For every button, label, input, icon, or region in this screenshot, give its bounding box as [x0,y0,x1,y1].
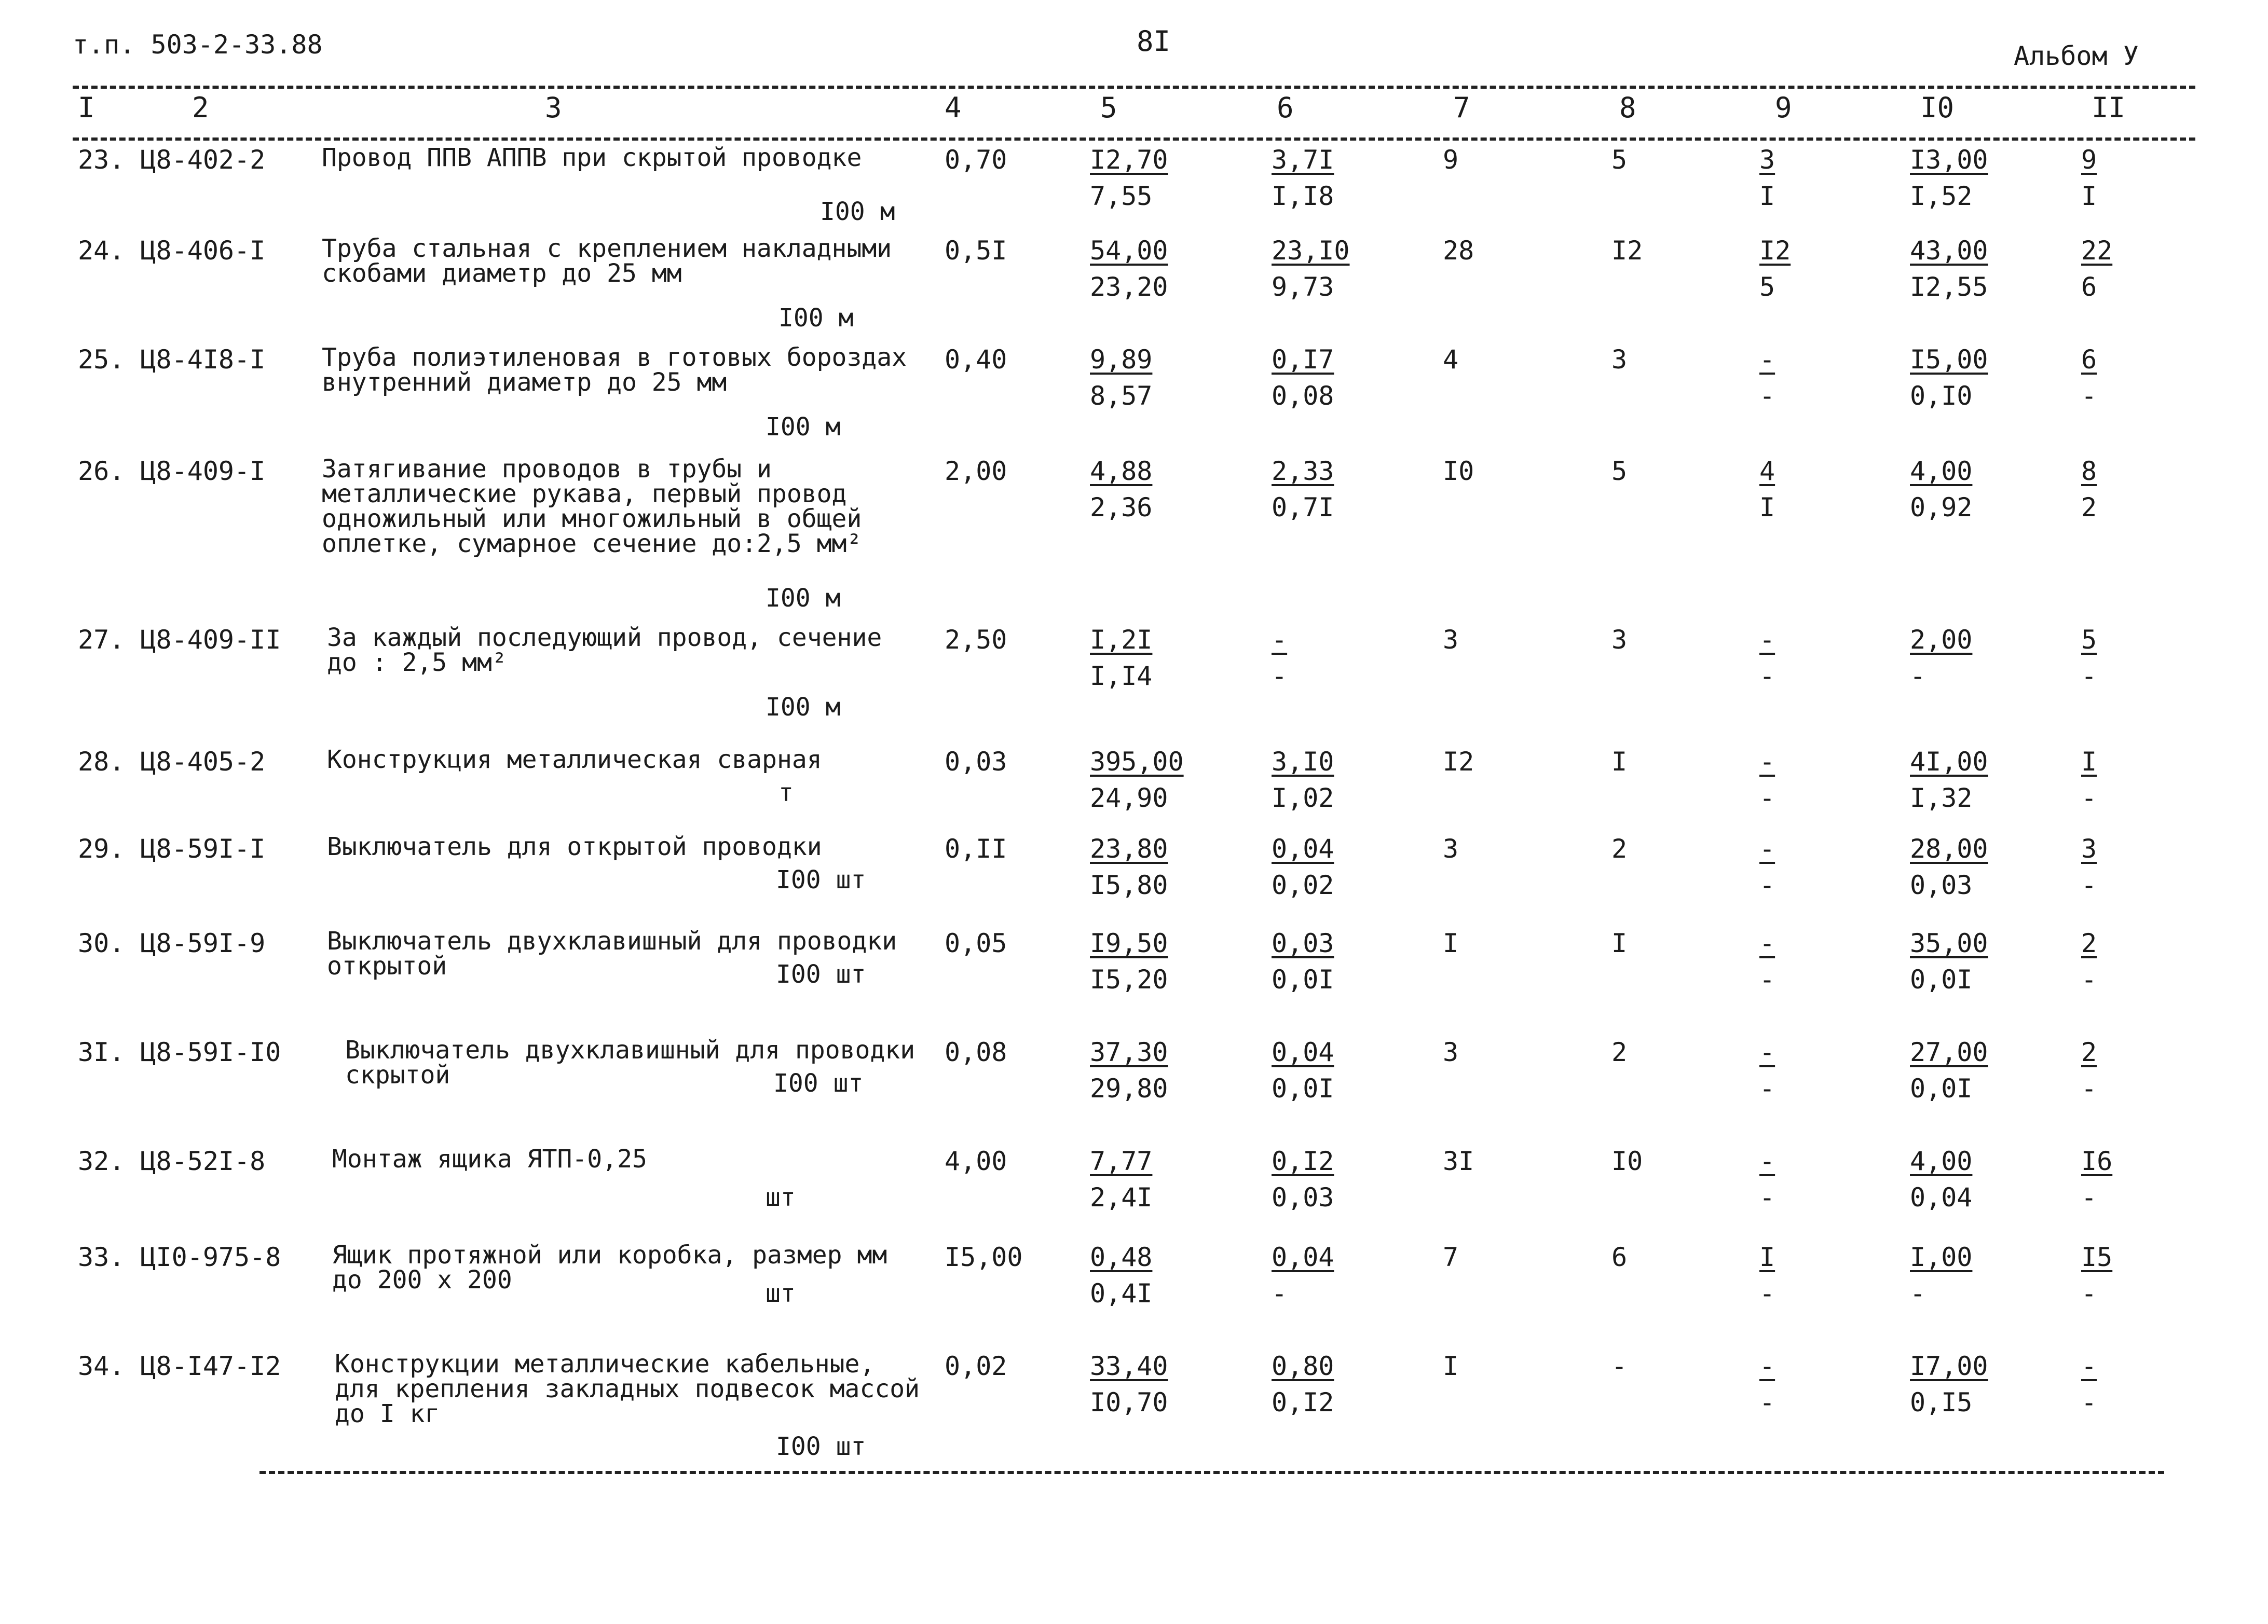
col7-value: 3 [1443,834,1459,864]
measure-unit: I00 шт [776,1432,866,1461]
col10-value-upper: 28,00 [1910,834,1988,864]
measure-unit: I00 шт [776,960,866,989]
col6-value-lower: - [1272,1278,1288,1309]
measure-unit: I00 шт [773,1069,864,1098]
col5-value-upper: 23,80 [1090,834,1168,864]
col9-value-lower: - [1759,870,1775,900]
col5-value [1090,747,1184,813]
col9-value [1759,625,1791,691]
col11-value-upper: 9 [2081,145,2097,175]
measure-unit: I00 м [766,693,841,722]
col11-value [2081,929,2112,994]
column-number: 3 [545,91,562,124]
col9-value [1759,345,1791,410]
quantity-value: I5,00 [945,1242,1023,1272]
col9-value [1759,145,1791,211]
col9-value [1759,1352,1791,1417]
col6-value [1272,834,1334,900]
col6-value-lower: 0,03 [1272,1182,1334,1213]
col11-value-upper: 2 [2081,928,2097,958]
work-description: Монтаж ящика ЯТП-0,25 [332,1145,647,1174]
col8-value: I0 [1611,1146,1643,1176]
col5-value-upper: 0,48 [1090,1242,1153,1272]
col5-value [1090,625,1152,691]
col9-value-upper: - [1759,747,1775,777]
col11-value-lower: 6 [2081,272,2097,302]
col5-value [1090,834,1168,900]
col6-value-lower: 9,73 [1272,272,1334,302]
col10-value-lower: I2,55 [1910,272,1988,302]
col11-value [2081,834,2112,900]
col9-value-lower: I [1759,181,1775,211]
col6-value-upper: - [1272,625,1288,655]
col5-value [1090,145,1168,211]
col10-value-lower: - [1910,1278,1926,1309]
col10-value-upper: 35,00 [1910,928,1988,958]
rate-code: 3I. Ц8-59I-I0 [78,1037,281,1067]
col5-value-upper: I9,50 [1090,928,1168,958]
col5-value-upper: 395,00 [1090,747,1184,777]
col9-value [1759,1243,1791,1308]
column-number: 5 [1100,91,1117,124]
col11-value-upper: I6 [2081,1146,2113,1176]
col5-value-lower: I,I4 [1090,661,1153,691]
col8-value: 5 [1611,145,1628,175]
col6-value-upper: 3,7I [1272,145,1334,175]
col10-value [1910,929,1988,994]
col6-value-lower: I,02 [1272,783,1334,813]
col6-value [1272,625,1303,691]
col6-value [1272,929,1334,994]
column-number: 7 [1453,91,1470,124]
column-number: 8 [1619,91,1636,124]
col9-value-upper: - [1759,1146,1775,1176]
col6-value-lower: 0,I2 [1272,1387,1334,1417]
col5-value [1090,1038,1168,1103]
rate-code: 25. Ц8-4I8-I [78,345,266,375]
col11-value [2081,1147,2112,1212]
col5-value-upper: 33,40 [1090,1351,1168,1381]
col10-value-upper: I7,00 [1910,1351,1988,1381]
col10-value [1910,145,1988,211]
rate-code: 23. Ц8-402-2 [78,145,266,175]
work-description: Выключатель двухклавишный для проводки открытой [327,927,897,981]
col5-value-lower: I5,80 [1090,870,1168,900]
col6-value-upper: 0,04 [1272,1037,1334,1067]
col6-value [1272,747,1334,813]
col10-value [1910,457,1972,522]
col11-value-lower: - [2081,381,2097,411]
col10-value-lower: 0,03 [1910,870,1973,900]
col11-value [2081,236,2112,301]
quantity-value: 0,II [945,834,1007,864]
document-code: т.п. 503-2-33.88 [73,30,323,60]
col6-value-upper: 23,I0 [1272,236,1350,266]
col11-value [2081,1038,2112,1103]
col8-value: 2 [1611,834,1628,864]
column-number: 9 [1775,91,1792,124]
rate-code: 24. Ц8-406-I [78,236,266,266]
col5-value-upper: I2,70 [1090,145,1168,175]
col10-value-lower: - [1910,661,1926,691]
col9-value-upper: - [1759,1037,1775,1067]
col9-value-upper: I2 [1759,236,1791,266]
col11-value-upper: - [2081,1351,2097,1381]
col6-value-lower: 0,7I [1272,492,1334,522]
work-description: За каждый последующий провод, сечение до : 2,5 мм² [327,623,882,677]
measure-unit: I00 м [820,197,895,226]
col10-value-lower: 0,04 [1910,1182,1973,1213]
col11-value-lower: 2 [2081,492,2097,522]
col10-value-lower: 0,0I [1910,1074,1973,1104]
quantity-value: 0,03 [945,747,1007,777]
rate-code: 32. Ц8-52I-8 [78,1146,266,1176]
col6-value [1272,1038,1334,1103]
col9-value-lower: I [1759,492,1775,522]
col9-value-lower: - [1759,965,1775,995]
header-rule-bottom [73,137,2195,141]
col9-value [1759,1038,1791,1103]
col5-value-lower: 29,80 [1090,1074,1168,1104]
col10-value-upper: I3,00 [1910,145,1988,175]
col10-value-upper: I5,00 [1910,345,1988,375]
col10-value-lower: 0,I5 [1910,1387,1973,1417]
col9-value-lower: - [1759,783,1775,813]
col7-value: I [1443,1351,1459,1381]
col11-value-lower: - [2081,965,2097,995]
col5-value-upper: 7,77 [1090,1146,1153,1176]
work-description: Выключатель двухклавишный для проводки скрытой [345,1036,916,1090]
album-label: Альбом У [2014,41,2139,71]
col6-value [1272,236,1350,301]
col5-value [1090,1352,1168,1417]
col5-value-lower: 7,55 [1090,181,1153,211]
col10-value [1910,345,1988,410]
col9-value [1759,457,1791,522]
col5-value-lower: 0,4I [1090,1278,1153,1309]
col7-value: 9 [1443,145,1459,175]
col11-value [2081,457,2112,522]
col5-value-lower: I0,70 [1090,1387,1168,1417]
column-number: I0 [1920,91,1955,124]
col8-value: 2 [1611,1037,1628,1067]
col6-value-lower: 0,0I [1272,965,1334,995]
col10-value-upper: 2,00 [1910,625,1973,655]
col9-value-upper: - [1759,928,1775,958]
col11-value [2081,1243,2112,1308]
col5-value [1090,1243,1152,1308]
rate-code: 26. Ц8-409-I [78,456,266,486]
col9-value-upper: - [1759,625,1775,655]
col10-value-upper: I,00 [1910,1242,1973,1272]
rate-code: 34. Ц8-I47-I2 [78,1351,281,1381]
work-description: Ящик протяжной или коробка, размер мм до 200 х 200 [332,1241,887,1295]
col8-value: I [1611,747,1628,777]
col11-value-upper: 3 [2081,834,2097,864]
col6-value-upper: 0,03 [1272,928,1334,958]
work-description: Конструкции металлические кабельные, для крепления закладных подвесок массой до I кг [335,1350,920,1428]
col6-value-lower: - [1272,661,1288,691]
col9-value [1759,236,1791,301]
col6-value-upper: 0,80 [1272,1351,1334,1381]
col8-value: 3 [1611,625,1628,655]
col10-value [1910,1147,1972,1212]
col11-value-lower: - [2081,661,2097,691]
col7-value: I0 [1443,456,1474,486]
col9-value-lower: - [1759,1387,1775,1417]
measure-unit: т [778,778,794,807]
col11-value-upper: I5 [2081,1242,2113,1272]
column-number: 4 [945,91,962,124]
col8-value: 5 [1611,456,1628,486]
col9-value-lower: - [1759,661,1775,691]
col6-value-upper: 3,I0 [1272,747,1334,777]
col5-value-lower: 24,90 [1090,783,1168,813]
measure-unit: I00 м [778,304,854,333]
rate-code: 28. Ц8-405-2 [78,747,266,777]
col10-value-upper: 43,00 [1910,236,1988,266]
col5-value-lower: 2,36 [1090,492,1153,522]
col6-value-upper: 0,04 [1272,1242,1334,1272]
work-description: Затягивание проводов в трубы и металлические рукава, первый провод одножильный или многожильный в общей оплетке, сумарное сечение до:2,5 мм² [322,455,862,558]
col9-value-lower: - [1759,1182,1775,1213]
col11-value [2081,1352,2112,1417]
column-number: 6 [1277,91,1294,124]
col11-value-lower: I [2081,181,2097,211]
col10-value [1910,236,1988,301]
col5-value-upper: 9,89 [1090,345,1153,375]
col10-value-lower: 0,0I [1910,965,1973,995]
col5-value [1090,345,1152,410]
quantity-value: 0,40 [945,345,1007,375]
header-rule-top [73,86,2195,89]
col6-value [1272,345,1334,410]
col11-value [2081,345,2112,410]
col5-value [1090,236,1168,301]
measure-unit: I00 м [766,584,841,613]
col11-value-lower: - [2081,870,2097,900]
rate-code: 30. Ц8-59I-9 [78,928,266,958]
col10-value [1910,1038,1988,1103]
col6-value-lower: 0,08 [1272,381,1334,411]
col11-value-upper: 6 [2081,345,2097,375]
col10-value-lower: 0,I0 [1910,381,1973,411]
quantity-value: 0,02 [945,1351,1007,1381]
col10-value [1910,1352,1988,1417]
col5-value-upper: 54,00 [1090,236,1168,266]
rate-code: 29. Ц8-59I-I [78,834,266,864]
work-description: Конструкция металлическая сварная [327,745,822,774]
col11-value-upper: 22 [2081,236,2113,266]
col5-value-lower: 2,4I [1090,1182,1153,1213]
col11-value [2081,747,2112,813]
col9-value [1759,1147,1791,1212]
rate-code: 33. ЦI0-975-8 [78,1242,281,1272]
col10-value [1910,834,1988,900]
col10-value-upper: 27,00 [1910,1037,1988,1067]
col6-value-upper: 2,33 [1272,456,1334,486]
col5-value [1090,457,1152,522]
col7-value: 3I [1443,1146,1474,1176]
col7-value: 4 [1443,345,1459,375]
work-description: Выключатель для открытой проводки [327,832,822,861]
col11-value [2081,625,2112,691]
col5-value-upper: 4,88 [1090,456,1153,486]
col6-value-lower: 0,02 [1272,870,1334,900]
col10-value-lower: I,52 [1910,181,1973,211]
col7-value: I2 [1443,747,1474,777]
quantity-value: 0,05 [945,928,1007,958]
col11-value-lower: - [2081,1387,2097,1417]
col6-value [1272,457,1334,522]
col10-value [1910,747,1988,813]
col6-value [1272,1243,1334,1308]
col8-value: 6 [1611,1242,1628,1272]
col11-value-lower: - [2081,1182,2097,1213]
col11-value [2081,145,2112,211]
col9-value-upper: - [1759,345,1775,375]
col10-value [1910,625,1972,691]
col10-value [1910,1243,1972,1308]
quantity-value: 0,70 [945,145,1007,175]
col9-value [1759,929,1791,994]
col5-value-upper: 37,30 [1090,1037,1168,1067]
col10-value-upper: 4I,00 [1910,747,1988,777]
col7-value: 3 [1443,625,1459,655]
col11-value-upper: 5 [2081,625,2097,655]
col7-value: I [1443,928,1459,958]
measure-unit: I00 м [766,412,841,442]
page-number: 8I [1137,25,1171,58]
col5-value [1090,1147,1152,1212]
col11-value-lower: - [2081,783,2097,813]
col8-value: 3 [1611,345,1628,375]
measure-unit: шт [766,1279,796,1308]
col6-value-lower: I,I8 [1272,181,1334,211]
work-description: Труба стальная с креплением накладными скобами диаметр до 25 мм [322,234,892,288]
measure-unit: I00 шт [776,865,866,894]
col11-value-upper: 8 [2081,456,2097,486]
col9-value-upper: I [1759,1242,1775,1272]
col11-value-upper: 2 [2081,1037,2097,1067]
col9-value-upper: - [1759,834,1775,864]
col8-value: I2 [1611,236,1643,266]
col5-value-lower: I5,20 [1090,965,1168,995]
col6-value-lower: 0,0I [1272,1074,1334,1104]
col10-value-lower: I,32 [1910,783,1973,813]
col11-value-upper: I [2081,747,2097,777]
col6-value [1272,1352,1334,1417]
table-rule-end [259,1471,2164,1474]
rate-code: 27. Ц8-409-II [78,625,281,655]
col6-value [1272,1147,1334,1212]
col9-value [1759,747,1791,813]
col10-value-lower: 0,92 [1910,492,1973,522]
col6-value-upper: 0,04 [1272,834,1334,864]
col9-value-lower: - [1759,1278,1775,1309]
quantity-value: 0,5I [945,236,1007,266]
quantity-value: 2,00 [945,456,1007,486]
col8-value: I [1611,928,1628,958]
work-description: Труба полиэтиленовая в готовых бороздах внутренний диаметр до 25 мм [322,343,907,397]
col10-value-upper: 4,00 [1910,1146,1973,1176]
col11-value-lower: - [2081,1074,2097,1104]
col9-value-lower: - [1759,1074,1775,1104]
column-number: I [78,91,95,124]
col6-value-upper: 0,I7 [1272,345,1334,375]
col5-value-lower: 8,57 [1090,381,1153,411]
quantity-value: 0,08 [945,1037,1007,1067]
column-number: 2 [192,91,209,124]
col9-value-upper: 3 [1759,145,1775,175]
quantity-value: 2,50 [945,625,1007,655]
col11-value-lower: - [2081,1278,2097,1309]
measure-unit: шт [766,1183,796,1212]
col7-value: 7 [1443,1242,1459,1272]
col7-value: 3 [1443,1037,1459,1067]
col8-value: - [1611,1351,1628,1381]
col9-value-lower: 5 [1759,272,1775,302]
col9-value-lower: - [1759,381,1775,411]
column-number: II [2092,91,2126,124]
col5-value-upper: I,2I [1090,625,1153,655]
col5-value [1090,929,1168,994]
work-description: Провод ППВ АППВ при скрытой проводке [322,143,862,172]
col9-value-upper: - [1759,1351,1775,1381]
col6-value-upper: 0,I2 [1272,1146,1334,1176]
col7-value: 28 [1443,236,1474,266]
col10-value-upper: 4,00 [1910,456,1973,486]
quantity-value: 4,00 [945,1146,1007,1176]
col9-value [1759,834,1791,900]
col5-value-lower: 23,20 [1090,272,1168,302]
col6-value [1272,145,1334,211]
col9-value-upper: 4 [1759,456,1775,486]
